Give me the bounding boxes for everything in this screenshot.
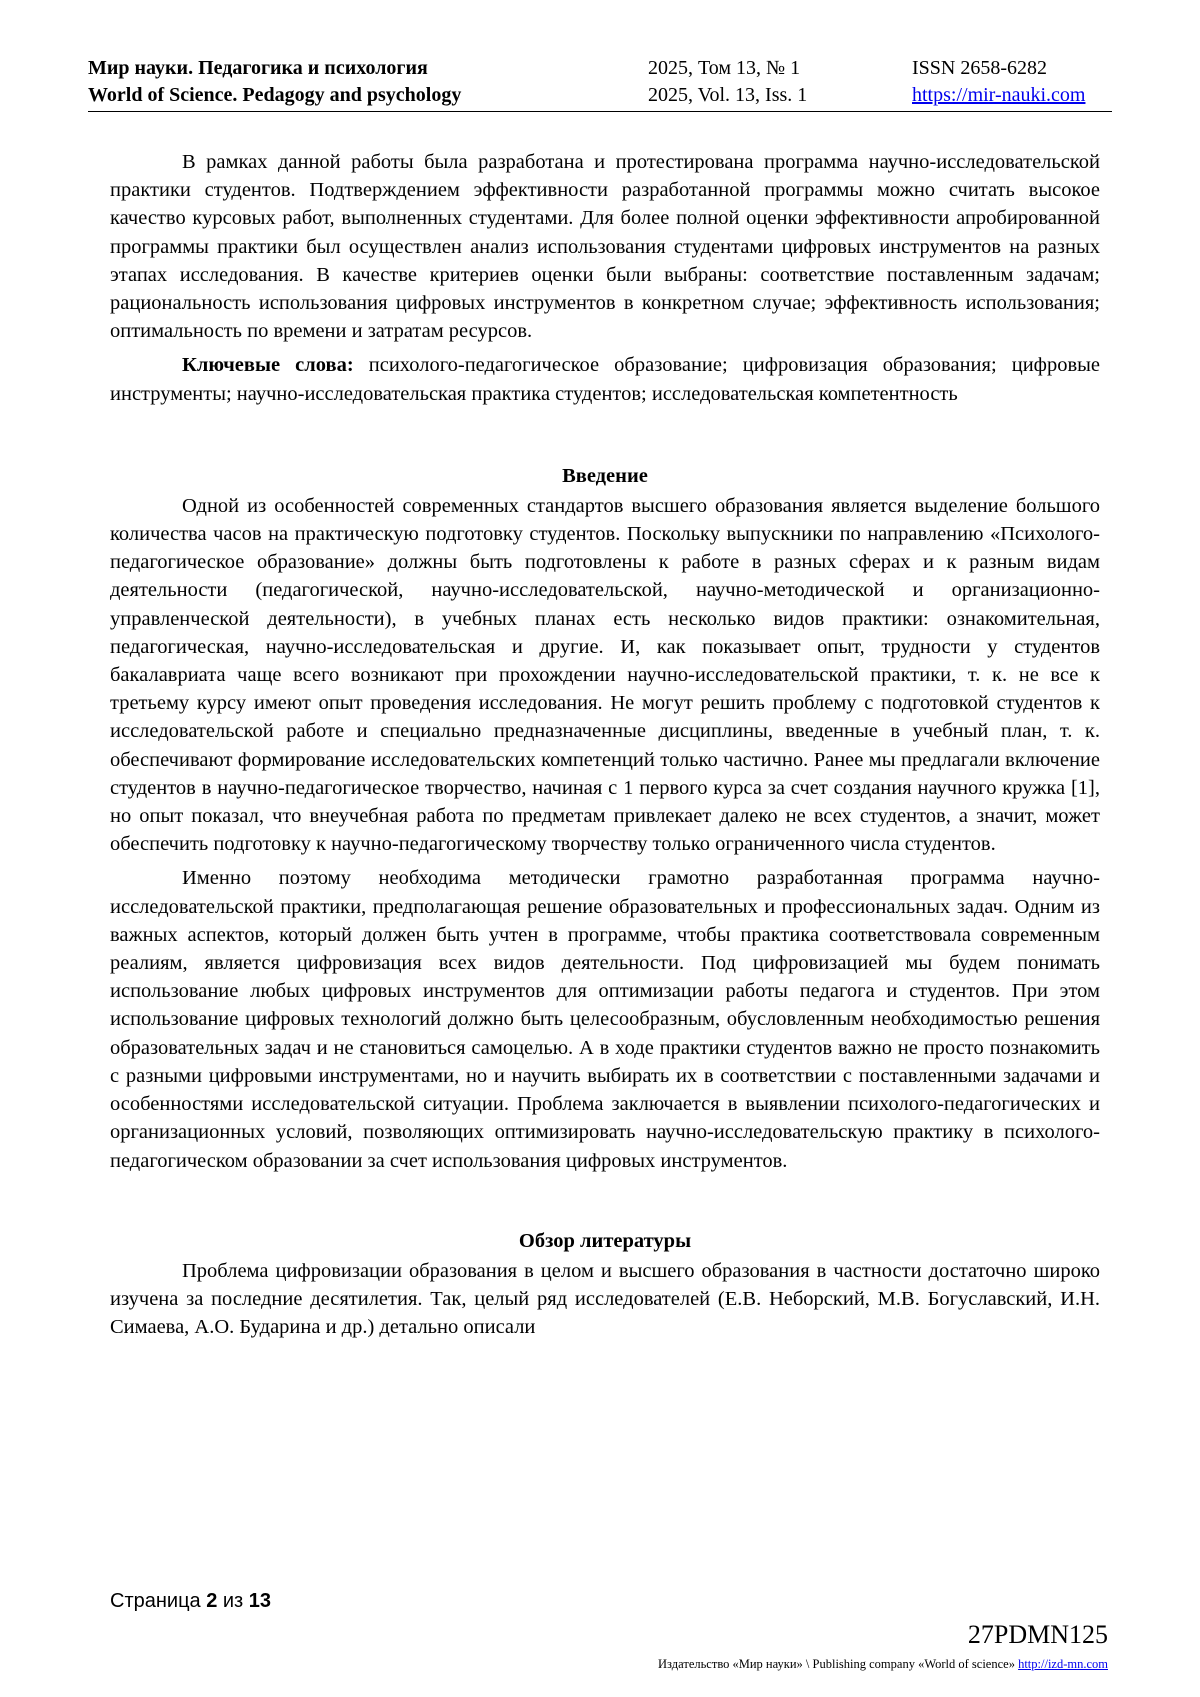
page-total: 13 (248, 1590, 272, 1612)
publisher-line (658, 1657, 1108, 1672)
keywords-label: Ключевые слова: (182, 354, 354, 377)
journal-url-link[interactable]: https://mir-nauki.com (912, 84, 1086, 106)
issn: ISSN 2658-6282 (912, 57, 1048, 79)
issue-info-ru: 2025, Том 13, № 1 (648, 57, 801, 79)
journal-title (88, 55, 461, 109)
page-number (110, 1590, 271, 1613)
page-header (88, 55, 1112, 112)
journal-title-ru: Мир науки. Педагогика и психология (88, 57, 428, 79)
article-code: 27PDMN125 (967, 1620, 1108, 1649)
intro-heading: Введение (562, 464, 648, 487)
intro-paragraph-1: Одной из особенностей современных стандартов высшего образования является выделение большого количества часов на практическую подготовку студентов. Поскольку выпускники по направлению «Психолого-педагогическое образование» должны быть подготовлены к работе в разных сферах и к разным видам деятельности (педагогической, научно-исследовательской, научно-методической и организационно-управленческой деятельности), в учебных планах есть несколько видов практики: ознакомительная, педагогическая, научно-исследовательская и другие. И, как показывает опыт, трудности у студентов бакалавриата чаще всего возникают при прохождении научно-исследовательской практики, т. к. не все к третьему курсу имеют опыт проведения исследования. Не могут решить проблему с подготовкой студентов к исследовательской работе и специально предназначенные дисциплины, введенные в учебный план, т. к. обеспечивают формирование исследовательских компетенций только частично. Ранее мы предлагали включение студентов в научно-педагогическое творчество, начиная с 1 первого курса за счет создания научного кружка [1], но опыт показал, что внеучебная работа по предметам привлекает далеко не всех студентов, а значит, может обеспечить подготовку к научно-педагогическому творчеству только ограниченного числа студентов. (110, 494, 1100, 856)
literature-paragraph-1: Проблема цифровизации образования в целом и высшего образования в частности достаточно широко изучена за последние десятилетия. Так, целый ряд исследователей (Е.В. Неборский, М.В. Богуславский, И.Н. Симаева, А.О. Бударина и др.) детально описали (110, 1259, 1100, 1339)
intro-paragraph-2: Именно поэтому необходима методически грамотно разработанная программа научно-исследовательской практики, предполагающая решение образовательных и профессиональных задач. Одним из важных аспектов, который должен быть учтен в программе, чтобы практика соответствовала современным реалиям, является цифровизация всех видов деятельности. Под цифровизацией мы будем понимать использование любых цифровых инструментов для оптимизации работы педагога и студентов. При этом использование цифровых технологий должно быть целесообразным, обусловленным необходимостью решения образовательных задач и не становиться самоцелью. А в ходе практики студентов важно не просто познакомить с разными цифровыми инструментами, но и научить выбирать их в соответствии с поставленными задачами и особенностями исследовательской ситуации. Проблема заключается в выявлении психолого-педагогических и организационных условий, позволяющих оптимизировать научно-исследовательскую практику в психолого-педагогическом образовании за счет использования цифровых инструментов. (110, 867, 1100, 1172)
page-current: 2 (206, 1590, 218, 1612)
issue-info-en: 2025, Vol. 13, Iss. 1 (648, 84, 808, 106)
keywords-text: психолого-педагогическое образование; цифровизация образования; цифровые инструменты; научно-исследовательская практика студентов; исследовательская компетентность (110, 354, 1100, 405)
article-body (110, 148, 1100, 1347)
publisher-url-link[interactable]: http://izd-mn.com (1018, 1657, 1108, 1671)
literature-heading: Обзор литературы (518, 1229, 692, 1252)
page-prefix: Страница (110, 1590, 207, 1612)
keywords-paragraph (110, 351, 1100, 407)
journal-title-en: World of Science. Pedagogy and psychology (88, 84, 462, 106)
abstract-paragraph: В рамках данной работы была разработана и протестирована программа научно-исследовательской практики студентов. Подтверждением эффективности разработанной программы можно считать высокое качество курсовых работ, выполненных студентами. Для более полной оценки эффективности апробированной программы практики был осуществлен анализ использования студентами цифровых инструментов на разных этапах исследования. В качестве критериев оценки были выбраны: соответствие поставленным задачам; рациональность использования цифровых инструментов в конкретном случае; эффективность использования; оптимальность по времени и затратам ресурсов. (110, 151, 1100, 343)
page-separator: из (217, 1590, 249, 1612)
issue-info (648, 55, 807, 109)
publisher-text: Издательство «Мир науки» \ Publishing company «World of science» (658, 1657, 1019, 1671)
issn-block (912, 55, 1085, 109)
